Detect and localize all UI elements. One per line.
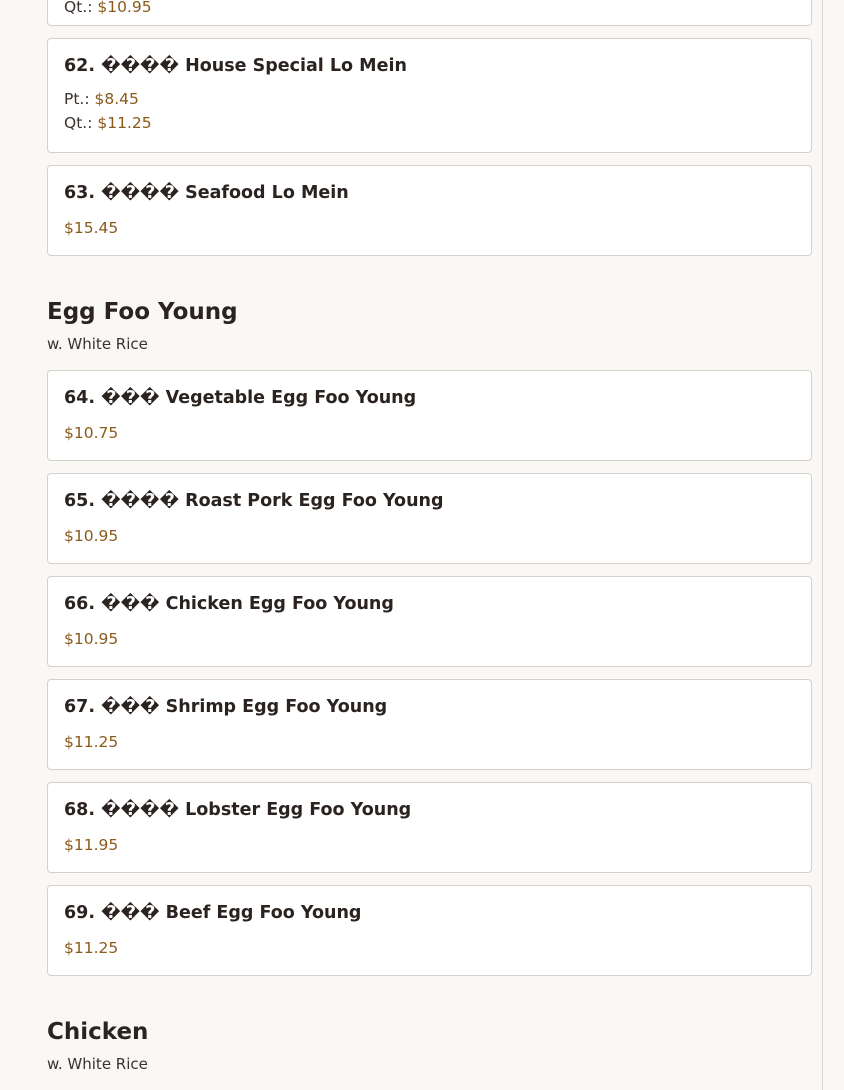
price: $10.75 xyxy=(64,424,119,442)
price: $10.95 xyxy=(64,630,119,648)
price: $11.95 xyxy=(64,836,119,854)
item-title: 66. ��� Chicken Egg Foo Young xyxy=(64,594,394,614)
price-line xyxy=(64,87,795,111)
item-title: 64. ��� Vegetable Egg Foo Young xyxy=(64,388,417,408)
price-line xyxy=(64,111,795,135)
menu-item-card xyxy=(47,473,812,564)
size-label: Qt.: xyxy=(64,114,93,132)
menu-item-card xyxy=(47,165,812,256)
menu-content xyxy=(47,0,812,1090)
menu-item-card xyxy=(47,679,812,770)
price: $15.45 xyxy=(64,219,119,237)
item-title: 65. ���� Roast Pork Egg Foo Young xyxy=(64,491,444,511)
price-line xyxy=(64,0,795,19)
menu-item-card xyxy=(47,370,812,461)
menu-item-card xyxy=(47,885,812,976)
price: $10.95 xyxy=(64,527,119,545)
item-title: 62. ���� House Special Lo Mein xyxy=(64,56,407,76)
size-label: Qt.: xyxy=(64,0,93,16)
price: $11.25 xyxy=(64,939,119,957)
item-title: 63. ���� Seafood Lo Mein xyxy=(64,183,349,203)
price: $11.25 xyxy=(97,114,152,132)
price: $8.45 xyxy=(94,90,139,108)
menu-item-card xyxy=(47,0,812,26)
menu-item-card xyxy=(47,576,812,667)
section-header xyxy=(47,1018,812,1074)
size-label: Pt.: xyxy=(64,90,90,108)
menu-item-card xyxy=(47,38,812,153)
section-header xyxy=(47,298,812,354)
menu-item-card xyxy=(47,782,812,873)
section-title: Egg Foo Young xyxy=(47,299,238,325)
price: $10.95 xyxy=(97,0,152,16)
item-title: 69. ��� Beef Egg Foo Young xyxy=(64,903,362,923)
item-title: 68. ���� Lobster Egg Foo Young xyxy=(64,800,412,820)
item-title: 67. ��� Shrimp Egg Foo Young xyxy=(64,697,388,717)
section-title: Chicken xyxy=(47,1019,149,1045)
price: $11.25 xyxy=(64,733,119,751)
section-note: w. White Rice xyxy=(47,1055,148,1073)
section-note: w. White Rice xyxy=(47,335,148,353)
